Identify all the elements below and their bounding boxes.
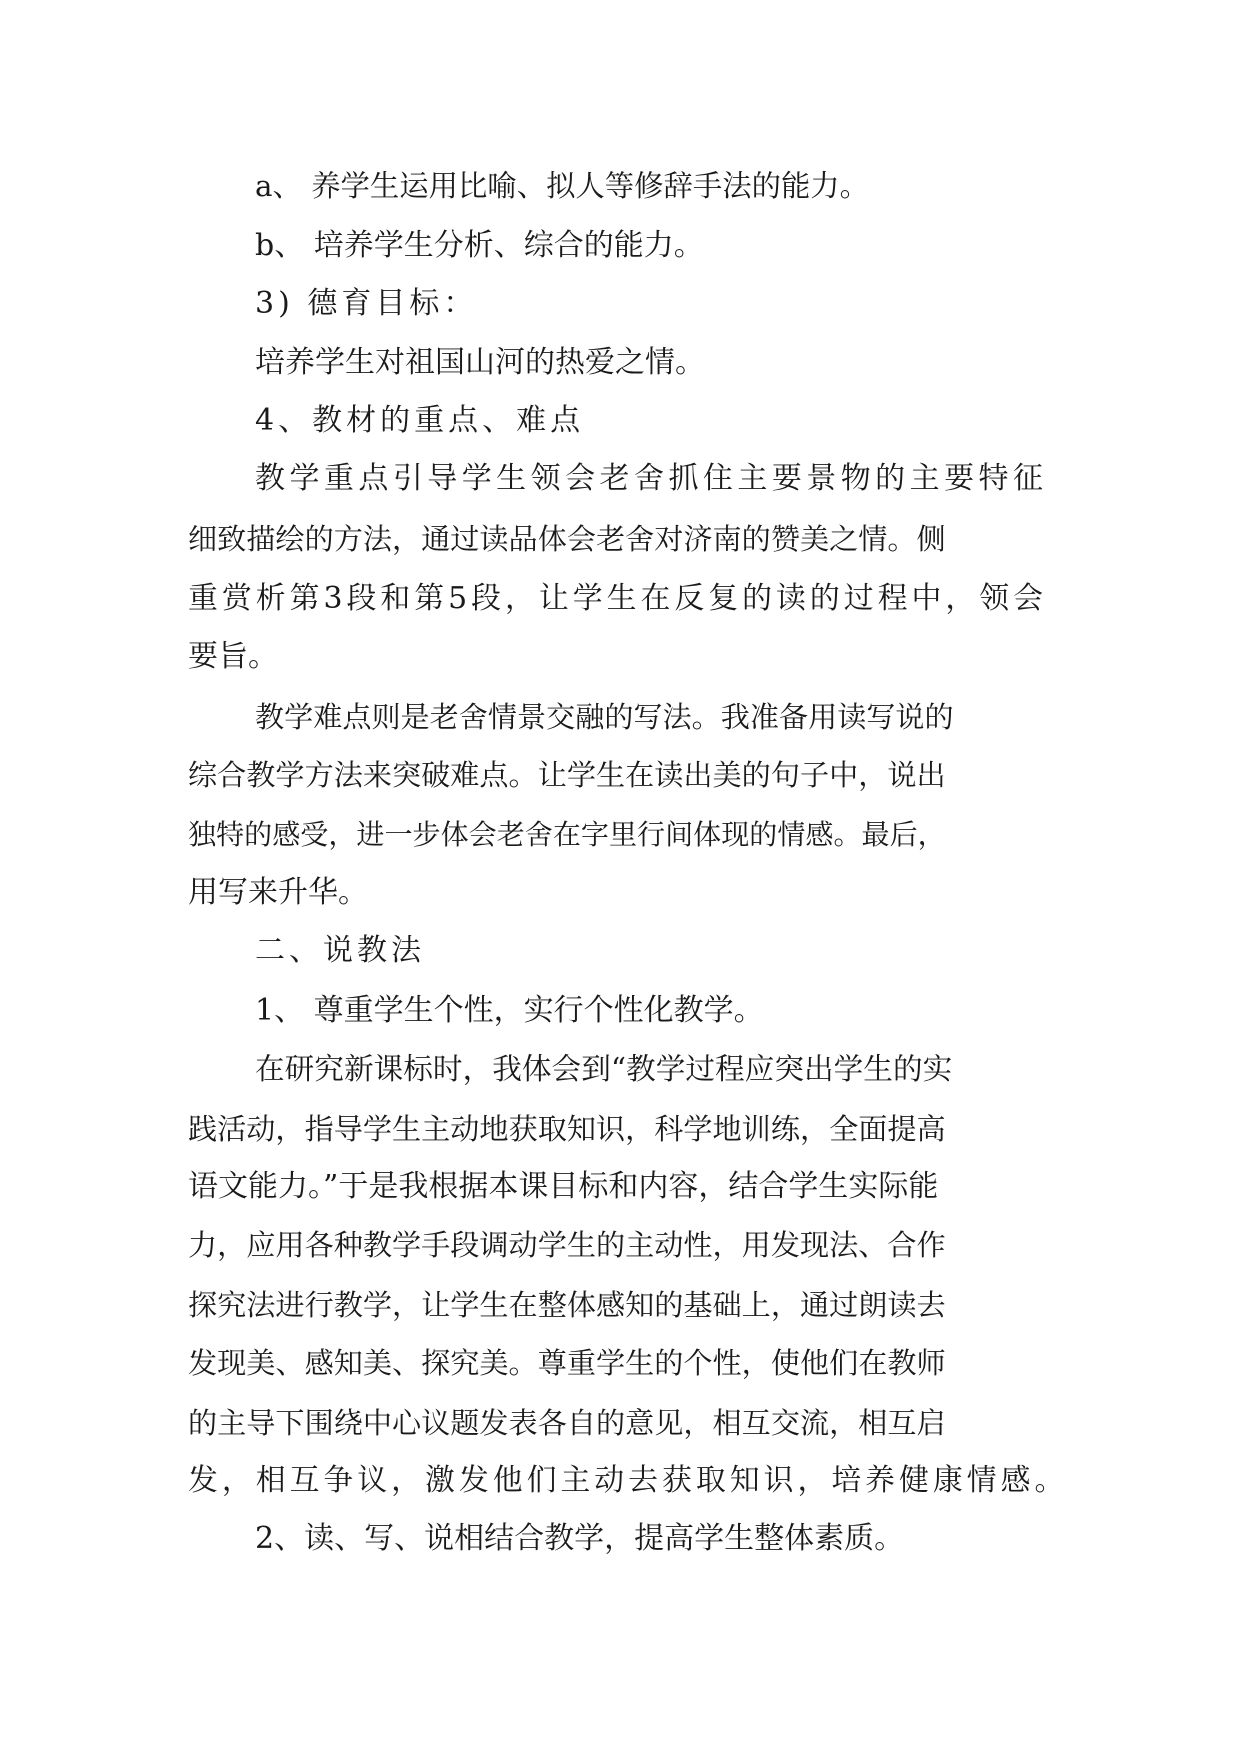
- text-line: 力，应用各种教学手段调动学生的主动性，用发现法、合作: [188, 1228, 946, 1262]
- text-line: 综合教学方法来突破难点。让学生在读出美的句子中，说出: [188, 758, 946, 792]
- text-line: 二、说教法: [255, 933, 425, 968]
- text-line: 培养学生对祖国山河的热爱之情。: [255, 345, 705, 380]
- text-line: 1、 尊重学生个性，实行个性化教学。: [255, 993, 764, 1028]
- text-line: a、 养学生运用比喻、拟人等修辞手法的能力。: [255, 169, 870, 203]
- text-line: 教学难点则是老舍情景交融的写法。我准备用读写说的: [255, 700, 954, 734]
- text-line: 在研究新课标时，我体会到“教学过程应突出学生的实: [255, 1051, 953, 1086]
- text-line: 独特的感受，进一步体会老舍在字里行间体现的情感。最后，: [188, 818, 946, 851]
- text-line: 的主导下围绕中心议题发表各自的意见，相互交流，相互启: [188, 1406, 946, 1440]
- text-line: 用写来升华。: [188, 875, 368, 910]
- text-line: 探究法进行教学，让学生在整体感知的基础上，通过朗读去: [188, 1288, 946, 1322]
- text-line: 4、教材的重点、难点: [255, 403, 585, 438]
- text-line: 2、读、写、说相结合教学，提高学生整体素质。: [255, 1521, 905, 1556]
- text-line: 重赏析第3段和第5段，让学生在反复的读的过程中，领会: [188, 581, 1048, 616]
- text-line: 细致描绘的方法，通过读品体会老舍对济南的赞美之情。侧: [188, 522, 946, 556]
- text-line: 践活动，指导学生主动地获取知识，科学地训练，全面提高: [188, 1112, 946, 1146]
- text-line: 语文能力。”于是我根据本课目标和内容，结合学生实际能: [188, 1169, 939, 1204]
- text-line: b、 培养学生分析、综合的能力。: [255, 228, 704, 263]
- text-line: 要旨。: [188, 639, 278, 674]
- text-line: 教学重点引导学生领会老舍抓住主要景物的主要特征: [255, 461, 1048, 496]
- text-line: 发，相互争议，激发他们主动去获取知识，培养健康情感。: [188, 1463, 1069, 1498]
- text-line: 3) 德育目标：: [255, 286, 478, 321]
- text-line: 发现美、感知美、探究美。尊重学生的个性，使他们在教师: [188, 1346, 946, 1380]
